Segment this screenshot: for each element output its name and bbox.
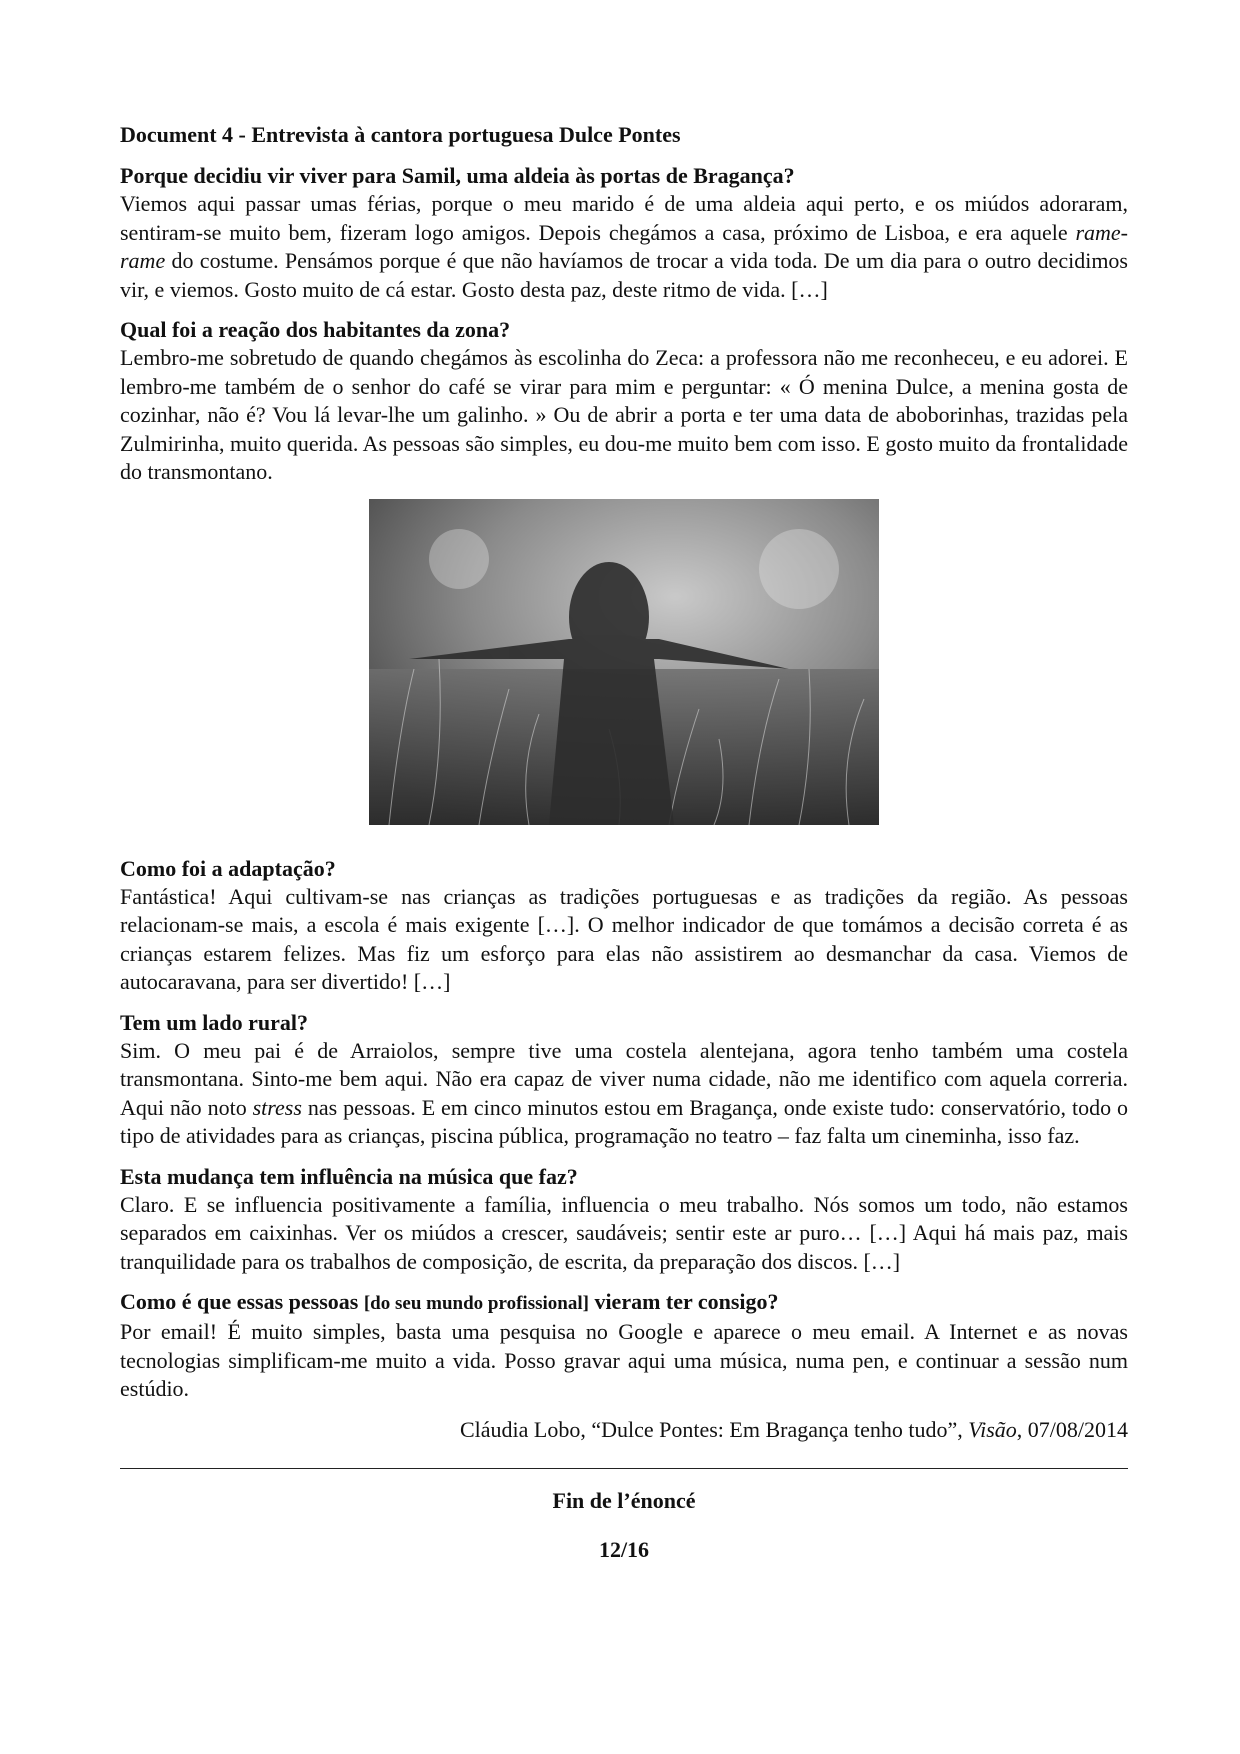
interview-section: [120, 162, 1128, 304]
divider: [120, 1468, 1128, 1469]
interview-answer: Por email! É muito simples, basta uma pesquisa no Google e aparece o meu email. A Internet e as novas tecnologias simplificam-me muito a vida. Posso gravar aqui uma música, numa pen, e continuar a sessão num estúdio.: [120, 1319, 1128, 1401]
interview-answer: Claro. E se influencia positivamente a família, influencia o meu trabalho. Nós somos um todo, não estamos separados em caixinhas. Ver os miúdos a crescer, saudáveis; sentir este ar puro… […] Aqui há mais paz, mais tranquilidade para os trabalhos de composição, de escrita, da preparação dos discos. […]: [120, 1191, 1128, 1274]
source-citation: Cláudia Lobo, “Dulce Pontes: Em Bragança tenho tudo”, Visão, 07/08/2014: [459, 1416, 1128, 1442]
interview-section: [120, 1009, 1128, 1151]
photo-illustration: [369, 499, 879, 825]
document-title: Document 4 - Entrevista à cantora portuguesa Dulce Pontes: [120, 122, 681, 147]
interview-answer: Viemos aqui passar umas férias, porque o meu marido é de uma aldeia aqui perto, e os miúdos adoraram, sentiram-se muito bem, fizeram logo amigos. Depois chegámos a casa, próximo de Lisboa, e era aquele rame-rame do costume. Pensámos porque é que não havíamos de trocar a vida toda. De um dia para o outro decidimos vir, e viemos. Gosto muito de cá estar. Gosto desta paz, deste ritmo de vida. […]: [120, 191, 1128, 302]
interview-question: Porque decidiu vir viver para Samil, uma aldeia às portas de Bragança?: [120, 163, 795, 188]
interview-answer: Sim. O meu pai é de Arraiolos, sempre tive uma costela alentejana, agora tenho também uma costela transmontana. Sinto-me bem aqui. Não era capaz de viver numa cidade, não me identifico com aquela correria. Aqui não noto stress nas pessoas. E em cinco minutos estou em Bragança, onde existe tudo: conservatório, todo o tipo de atividades para as crianças, piscina pública, programação no teatro – faz falta um cineminha, isso faz.: [120, 1037, 1128, 1148]
interview-section: [120, 855, 1128, 997]
interview-question: Esta mudança tem influência na música que faz?: [120, 1163, 578, 1189]
interview-answer: Fantástica! Aqui cultivam-se nas crianças as tradições portuguesas e as tradições da região. As pessoas relacionam-se mais, a escola é mais exigente […]. O melhor indicador de que tomámos a decisão correta é as crianças estarem felizes. Mas fiz um esforço para elas não assistirem ao desmanchar da casa. Viemos de autocaravana, para ser divertido! […]: [120, 883, 1128, 994]
field-scene-graphic: [369, 499, 879, 825]
interview-question: Tem um lado rural?: [120, 1009, 309, 1035]
interview-question: Como é que essas pessoas [do seu mundo profissional] vieram ter consigo?: [120, 1289, 779, 1314]
interview-question: Qual foi a reação dos habitantes da zona?: [120, 317, 511, 342]
interview-section: [120, 316, 1128, 487]
end-of-statement: Fin de l’énoncé: [552, 1487, 696, 1513]
interview-section: [120, 1163, 1128, 1277]
interview-section: [120, 1288, 1128, 1404]
interview-answer: Lembro-me sobretudo de quando chegámos às escolinha do Zeca: a professora não me reconheceu, e eu adorei. E lembro-me também de o senhor do café se virar para mim e perguntar: « Ó menina Dulce, a menina gosta de cozinhar, não é? Vou lá levar-lhe um galinho. » Ou de abrir a porta e ter uma data de aboborinhas, trazidas pela Zulmirinha, muito querida. As pessoas são simples, eu dou-me muito bem com isso. E gosto muito da frontalidade do transmontano.: [120, 345, 1128, 484]
page-number: 12/16: [598, 1536, 650, 1562]
photo-container: [120, 499, 1128, 825]
document-page: [120, 110, 1128, 1563]
interview-question: Como foi a adaptação?: [120, 855, 336, 881]
